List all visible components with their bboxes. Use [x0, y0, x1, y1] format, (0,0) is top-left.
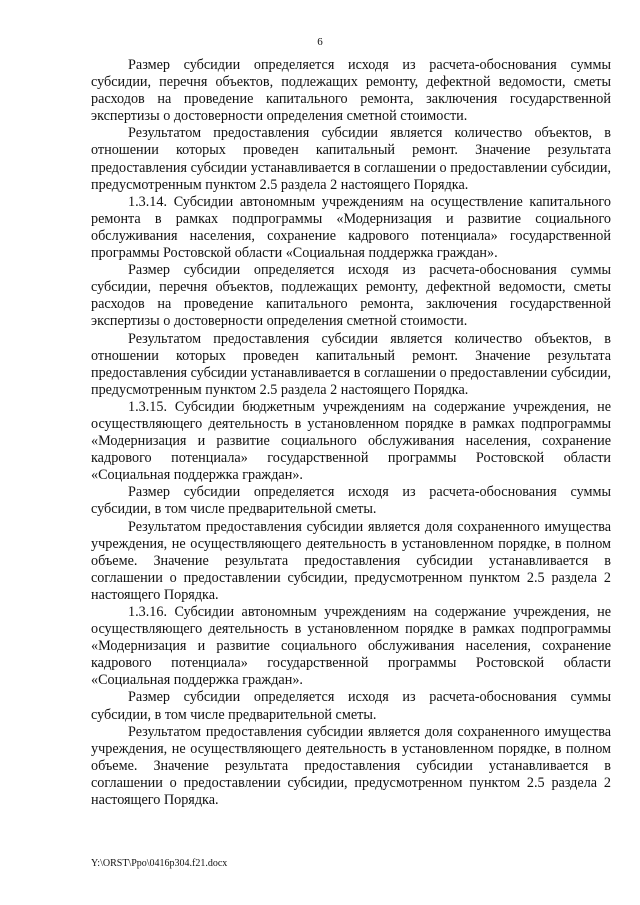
footer-file-path: Y:\ORST\Ppo\0416p304.f21.docx — [91, 858, 228, 869]
page-number: 6 — [317, 36, 323, 48]
paragraph: Результатом предоставления субсидии является количество объектов, в отношении которых проведен капитальный ремонт. Значение результата предоставления субсидии устанавливается в соглашении о предоставлении субсидии, предусмотренным пунктом 2.5 раздела 2 настоящего Порядка. — [91, 125, 611, 193]
paragraph: Размер субсидии определяется исходя из расчета-обоснования суммы субсидии, перечня объектов, подлежащих ремонту, дефектной ведомости, сметы расходов на проведение капитального ремонта, заключения государственной экспертизы о достоверности определения сметной стоимости. — [91, 57, 611, 125]
paragraph-section-1-3-15: 1.3.15. Субсидии бюджетным учреждениям на содержание учреждения, не осуществляющего деятельность в установленном порядке в рамках подпрограммы «Модернизация и развитие социального обслуживания населения, сохранение кадрового потенциала» государственной программы Ростовской области «Социальная поддержка граждан». — [91, 398, 611, 484]
paragraph-section-1-3-14: 1.3.14. Субсидии автономным учреждениям на осуществление капитального ремонта в рамках подпрограммы «Модернизация и развитие социального обслуживания населения, сохранение кадрового потенциала» государственной программы Ростовской области «Социальная поддержка граждан». — [91, 193, 611, 262]
paragraph: Результатом предоставления субсидии является доля сохраненного имущества учреждения, не осуществляющего деятельность в установленном порядке, в полном объеме. Значение результата предоставления субсидии устанавливается в соглашении о предоставлении субсидии, предусмотренном пунктом 2.5 раздела 2 настоящего Порядка. — [91, 518, 611, 603]
paragraph: Размер субсидии определяется исходя из расчета-обоснования суммы субсидии, перечня объектов, подлежащих ремонту, дефектной ведомости, сметы расходов на проведение капитального ремонта, заключения государственной экспертизы о достоверности определения сметной стоимости. — [91, 262, 611, 330]
paragraph: Результатом предоставления субсидии является количество объектов, в отношении которых проведен капитальный ремонт. Значение результата предоставления субсидии устанавливается в соглашении о предоставлении субсидии, предусмотренным пунктом 2.5 раздела 2 настоящего Порядка. — [91, 330, 611, 398]
paragraph: Размер субсидии определяется исходя из расчета-обоснования суммы субсидии, в том числе предварительной сметы. — [91, 484, 611, 518]
document-body — [91, 57, 611, 809]
paragraph: Размер субсидии определяется исходя из расчета-обоснования суммы субсидии, в том числе предварительной сметы. — [91, 689, 611, 723]
paragraph-section-1-3-16: 1.3.16. Субсидии автономным учреждениям на содержание учреждения, не осуществляющего деятельность в установленном порядке в рамках подпрограммы «Модернизация и развитие социального обслуживания населения, сохранение кадрового потенциала» государственной программы Ростовской области «Социальная поддержка граждан». — [91, 604, 611, 689]
paragraph: Результатом предоставления субсидии является доля сохраненного имущества учреждения, не осуществляющего деятельность в установленном порядке, в полном объеме. Значение результата предоставления субсидии устанавливается в соглашении о предоставлении субсидии, предусмотренном пунктом 2.5 раздела 2 настоящего Порядка. — [91, 723, 611, 809]
